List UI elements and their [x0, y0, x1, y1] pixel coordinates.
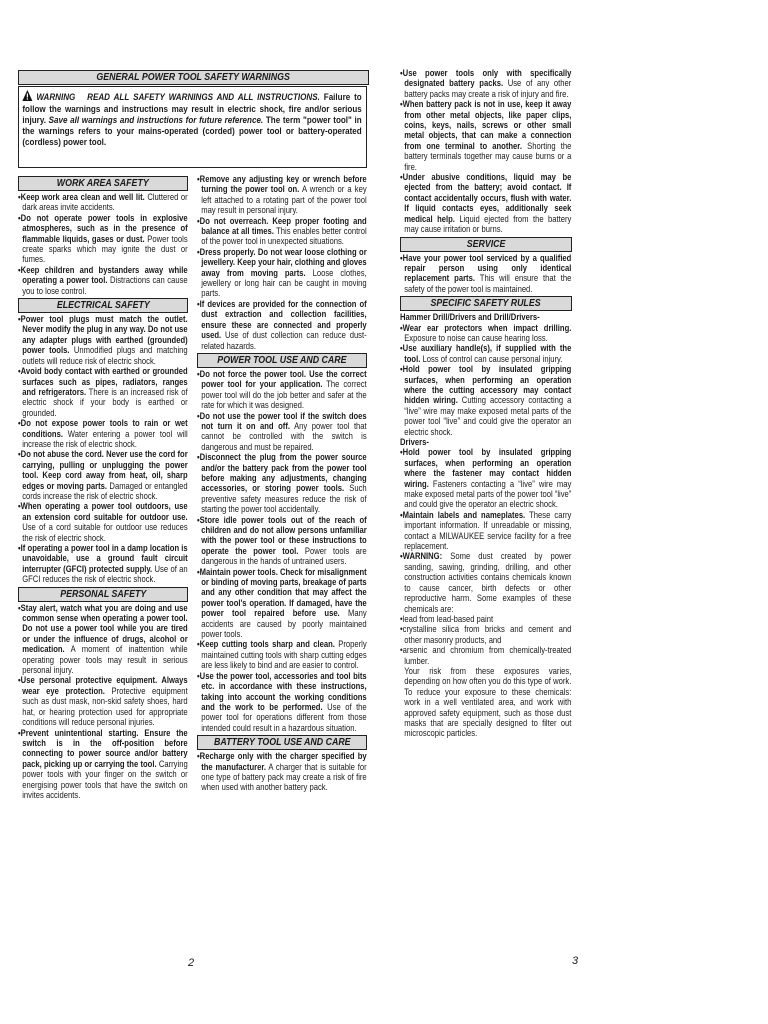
personal-header: PERSONAL SAFETY	[18, 587, 188, 602]
list-item: •Do not operate power tools in explosive atmospheres, such as in the presence of flammable liquids, gases or dust. Power tools create sparks which may ignite the dust or fumes.	[18, 212, 188, 265]
list-item: •Store idle power tools out of the reach of children and do not allow persons unfamiliar with the power tool or these instructions to operate the power tool. Power tools are dangerous in the hands of untrained users.	[197, 514, 367, 567]
list-item: •Disconnect the plug from the power source and/or the battery pack from the power tool before making any adjustments, changing accessories, or storing power tools. Such preventive safety measures reduce the risk of starting the power tool accidentally.	[197, 452, 367, 515]
right-column	[400, 68, 572, 739]
list-item: •Power tool plugs must match the outlet. Never modify the plug in any way. Do not use any adapter plugs with earthed (grounded) power tools. Unmodified plugs and matching outlets will reduce risk of electric shock.	[18, 314, 188, 366]
warning-triangle-icon	[22, 90, 32, 104]
list-item: •Maintain labels and nameplates. These carry important information. If unreadable or missing, contact a MILWAUKEE service facility for a free replacement.	[400, 509, 572, 552]
list-item: •Maintain power tools. Check for misalignment or binding of moving parts, breakage of parts and any other condition that may affect the power tool's operation. If damaged, have the power tool repaired before use. Many accidents are caused by poorly maintained power tools.	[197, 566, 367, 640]
list-item: •WARNING: Some dust created by power sanding, sawing, grinding, drilling, and other construction activities contains chemicals known to cause cancer, birth defects or other reproductive harm. Some examples of these chemicals are:	[400, 551, 572, 614]
battery-list-continued	[400, 68, 571, 235]
electrical-list	[18, 314, 188, 585]
list-item: •When operating a power tool outdoors, use an extension cord suitable for outdoor use. Use of a cord suitable for outdoor use reduces the risk of electric shock.	[18, 501, 188, 543]
list-item: •Have your power tool serviced by a qualified repair person using only identical replacement parts. This will ensure that the safety of the power tool is maintained.	[400, 252, 572, 294]
warning-text-1: Failure to follow the warnings and instructions may result in electric shock, fire and/or serious injury.	[22, 92, 362, 126]
list-item: •Do not abuse the cord. Never use the cord for carrying, pulling or unplugging the power tool. Keep cord away from heat, oil, sharp edges or moving parts. Damaged or entangled cords increase the risk of electric shock.	[18, 449, 188, 501]
battery-header: BATTERY TOOL USE AND CARE	[197, 735, 367, 750]
list-item: •Do not force the power tool. Use the correct power tool for your application. The correct power tool will do the job better and safer at the rate for which it was designed.	[197, 368, 367, 411]
work-area-list	[18, 192, 188, 296]
list-item: •Recharge only with the charger specified by the manufacturer. A charger that is suitable for one type of battery pack may create a risk of fire when used with another battery pack.	[197, 751, 367, 793]
list-item: •If devices are provided for the connection of dust extraction and collection facilities, ensure these are connected and properly used. Use of dust collection can reduce dust-related hazards.	[197, 298, 367, 351]
subsection-title: Drivers-	[400, 437, 429, 447]
electrical-header: ELECTRICAL SAFETY	[18, 298, 188, 313]
list-item: •Use personal protective equipment. Always wear eye protection. Protective equipment such as dust mask, non-skid safety shoes, hard hat, or hearing protection used for appropriate conditions will reduce personal injuries.	[18, 675, 188, 728]
list-item: •Do not use the power tool if the switch does not turn it on and off. Any power tool that cannot be controlled with the switch is dangerous and must be repaired.	[197, 410, 367, 452]
list-item: •Dress properly. Do not wear loose clothing or jewellery. Keep your hair, clothing and gloves away from moving parts. Loose clothes, jewellery or long hair can be caught in moving parts.	[197, 246, 367, 299]
battery-list	[197, 751, 367, 793]
list-item: •Hold power tool by insulated gripping surfaces, when performing an operation where the cutting accessory may contact hidden wiring. Cutting accessory contacting a “live” wire may make exposed metal parts of the power tool “live” and could give the operator an electric shock.	[400, 364, 572, 437]
list-item: •crystalline silica from bricks and cement and other masonry products, and	[400, 624, 572, 645]
list-item: •Keep cutting tools sharp and clean. Properly maintained cutting tools with sharp cutting edges are less likely to bind and are easier to control.	[197, 639, 367, 671]
service-header: SERVICE	[400, 237, 572, 252]
page-number-right: 3	[572, 955, 579, 967]
list-item: •Use auxiliary handle(s), if supplied with the tool. Loss of control can cause personal injury.	[400, 343, 572, 364]
general-warnings-header: GENERAL POWER TOOL SAFETY WARNINGS	[18, 70, 369, 85]
specific-rules-list	[400, 312, 571, 739]
list-item: •Keep children and bystanders away while operating a power tool. Distractions can cause you to lose control.	[18, 264, 188, 296]
list-item: •When battery pack is not in use, keep it away from other metal objects, like paper clips, coins, keys, nails, screws or other small metal objects, that can make a connection from one terminal to another. Shorting the battery terminals together may cause burns or a fire.	[400, 99, 572, 172]
list-item: •Prevent unintentional starting. Ensure the switch is in the off-position before connecting to power source and/or battery pack, picking up or carrying the tool. Carrying power tools with your finger on the switch or energising power tools that have the switch on invites accidents.	[18, 727, 188, 800]
list-item: •Do not expose power tools to rain or wet conditions. Water entering a power tool will increase the risk of electric shock.	[18, 418, 188, 449]
use-care-header: POWER TOOL USE AND CARE	[197, 353, 367, 368]
warning-text-2: The term "power tool" in the warnings refers to your mains-operated (corded) power tool or battery-operated (cordless) power tool.	[22, 115, 362, 148]
list-item: •If operating a power tool in a damp location is unavoidable, use a ground fault circuit interrupter (GFCI) protected supply. Use of an GFCI reduces the risk of electric shock.	[18, 543, 188, 585]
subsection-title: Hammer Drill/Drivers and Drill/Drivers-	[400, 312, 540, 323]
warning-box	[18, 86, 367, 168]
list-item: •Use the power tool, accessories and tool bits etc. in accordance with these instructions, taking into account the working conditions and the work to be performed. Use of the power tool for operations different from those intended could result in a hazardous situation.	[197, 670, 367, 733]
list-item: •Stay alert, watch what you are doing and use common sense when operating a power tool. Do not use a power tool while you are tired or under the influence of drugs, alcohol or medication. A moment of inattention while operating power tools may result in serious personal injury.	[18, 602, 188, 676]
list-item: •Under abusive conditions, liquid may be ejected from the battery; avoid contact. If contact accidentally occurs, flush with water. If liquid contacts eyes, additionally seek medical help. Liquid ejected from the battery may cause irritation or burns.	[400, 172, 572, 235]
list-item: •arsenic and chromium from chemically-treated lumber.	[400, 645, 572, 666]
warning-word: WARNING	[36, 92, 76, 103]
warning-lead: READ ALL SAFETY WARNINGS AND ALL INSTRUCTIONS.	[87, 92, 320, 103]
personal-list-continued	[197, 174, 367, 351]
list-item: •Avoid body contact with earthed or grounded surfaces such as pipes, radiators, ranges and refrigerators. There is an increased risk of electric shock if your body is earthed or grounded.	[18, 366, 188, 418]
list-item: •Keep work area clean and well lit. Cluttered or dark areas invite accidents.	[18, 192, 188, 213]
left-column	[18, 174, 188, 800]
personal-list	[18, 603, 188, 801]
list-item: •Use power tools only with specifically designated battery packs. Use of any other battery packs may create a risk of injury and fire.	[400, 68, 572, 99]
list-item: •Hold power tool by insulated gripping surfaces, when performing an operation where the fastener may contact hidden wiring. Fasteners contacting a “live” wire may make exposed metal parts of the power tool “live” and could give the operator an electric shock.	[400, 447, 572, 510]
use-care-list	[197, 369, 367, 733]
page-number-left: 2	[188, 957, 195, 969]
work-area-header: WORK AREA SAFETY	[18, 176, 188, 191]
list-item: •Do not overreach. Keep proper footing and balance at all times. This enables better control of the power tool in unexpected situations.	[197, 215, 367, 247]
list-item: •Remove any adjusting key or wrench before turning the power tool on. A wrench or a key left attached to a rotating part of the power tool may result in personal injury.	[197, 174, 367, 216]
list-item: •Wear ear protectors when impact drilling. Exposure to noise can cause hearing loss.	[400, 322, 572, 343]
closing-paragraph: Your risk from these exposures varies, depending on how often you do this type of work. To reduce your exposure to these chemicals: work in a well ventilated area, and work with approved safety equipment, such as those dust masks that are specially designed to filter out microscopic particles.	[404, 665, 572, 739]
service-list	[400, 253, 571, 295]
list-item: •lead from lead-based paint	[400, 613, 494, 624]
specific-rules-header: SPECIFIC SAFETY RULES	[400, 296, 572, 311]
middle-column	[197, 174, 367, 793]
warning-save-note: Save all warnings and instructions for future reference.	[48, 115, 264, 126]
